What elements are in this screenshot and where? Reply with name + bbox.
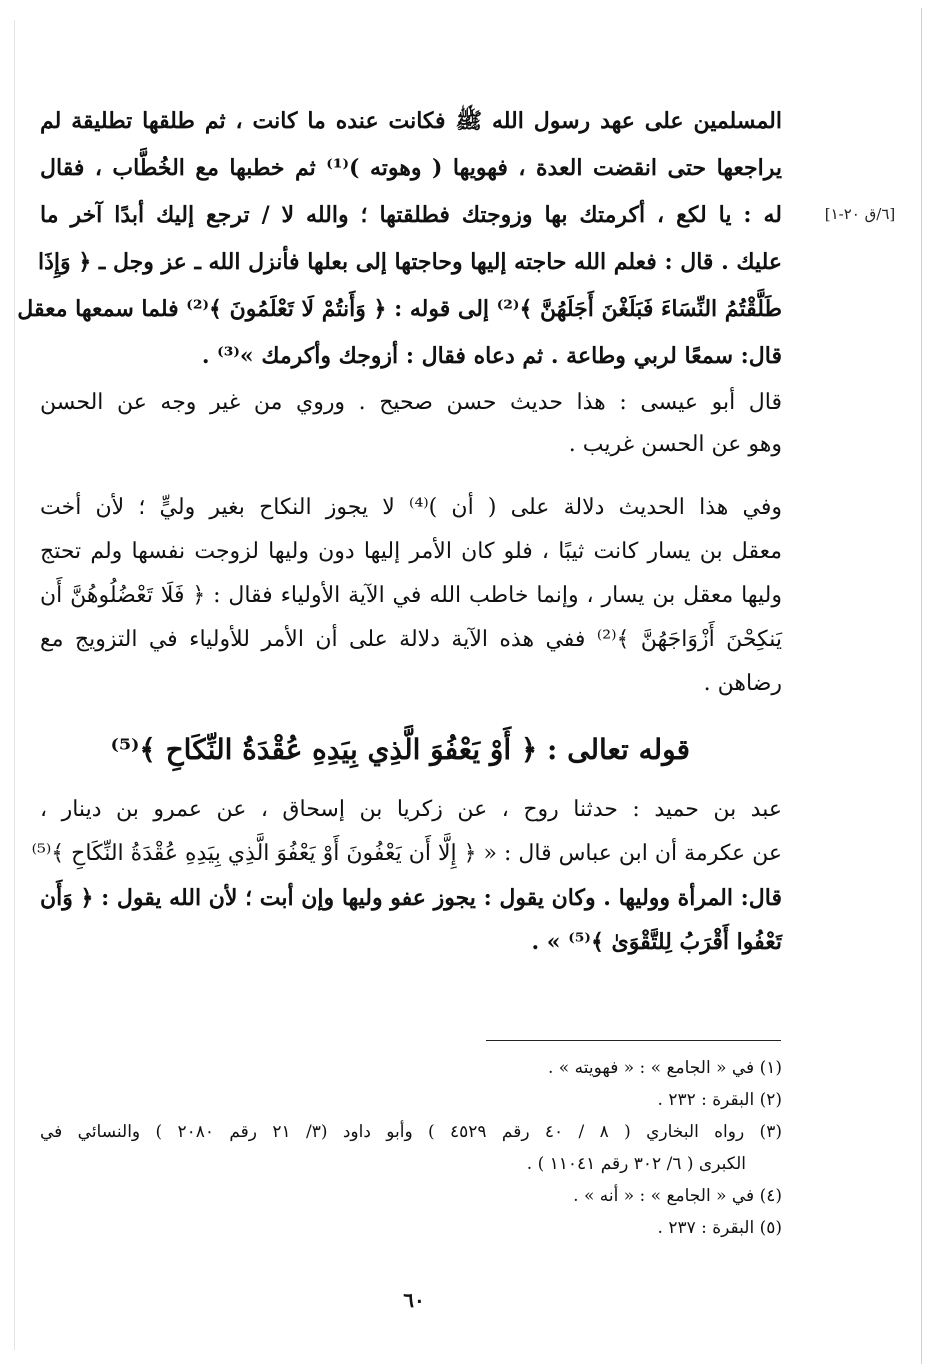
text-line: وفي هذا الحديث دلالة على ( أن )⁽⁴⁾ لا يجوز النكاح بغير وليٍّ ؛ لأن أخت	[40, 495, 783, 520]
text-line: وهو عن الحسن غريب .	[568, 432, 782, 457]
paragraph-abu-isa-comment	[40, 382, 782, 466]
section-heading: قوله تعالى : ﴿ أَوْ يَعْفُوَ الَّذِي بِيَدِهِ عُقْدَةُ النِّكَاحِ ﴾⁽⁵⁾	[110, 733, 690, 766]
text-line: عن عكرمة أن ابن عباس قال : « ﴿ إِلَّا أَن يَعْفُونَ أَوْ يَعْفُوَ الَّذِي بِيَدِهِ عُقْدَةُ النِّكَاحِ ﴾⁽⁵⁾	[31, 841, 782, 866]
text-line: المسلمين على عهد رسول الله ﷺ فكانت عنده ما كانت ، ثم طلقها تطليقة لم	[40, 108, 782, 134]
footnote-divider	[486, 1040, 781, 1041]
text-line: معقل بن يسار كانت ثيبًا ، فلو كان الأمر إليها دون وليها لزوجت نفسها ولم تحتج	[40, 539, 782, 564]
footnote: (٣) رواه البخاري ( ٨ / ٤٠ رقم ٤٥٢٩ ) وأبو داود (٣/ ٢١ رقم ٢٠٨٠ ) والنسائي في	[40, 1122, 782, 1142]
paragraph-abd-bin-humayd	[31, 788, 782, 964]
text-line: رضاهن .	[703, 671, 782, 696]
text-line: تَعْفُوا أَقْرَبُ لِلتَّقْوَىٰ ﴾⁽⁵⁾ » .	[531, 929, 782, 955]
footnote-continuation: الكبرى ( ٦/ ٣٠٢ رقم ١١٠٤١ ) .	[526, 1154, 746, 1174]
paragraph-hadith-narration	[17, 98, 782, 380]
scan-edge-mark	[921, 8, 922, 1364]
text-line: قال أبو عيسى : هذا حديث حسن صحيح . وروي من غير وجه عن الحسن	[40, 390, 783, 415]
paragraph-commentary	[40, 486, 782, 706]
text-line: له : يا لكع ، أكرمتك بها وزوجتك فطلقتها ؛ والله لا / ترجع إليك أبدًا آخر ما	[40, 202, 782, 228]
text-line: طَلَّقْتُمُ النِّسَاءَ فَبَلَغْنَ أَجَلَهُنَّ ﴾⁽²⁾ إلى قوله : ﴿ وَأَنتُمْ لَا تَعْلَمُونَ ﴾⁽²⁾ فلما سمعها معقل	[17, 296, 782, 322]
footnote: (١) في « الجامع » : « فهويته » .	[547, 1058, 782, 1078]
manuscript-margin-note: [٦/ق ٢٠-١]	[824, 205, 896, 223]
text-line: يَنكِحْنَ أَزْوَاجَهُنَّ ﴾⁽²⁾ ففي هذه الآية دلالة على أن الأمر للأولياء في التزويج مع	[40, 627, 782, 652]
footnote: (٥) البقرة : ٢٣٧ .	[657, 1218, 782, 1238]
footnotes	[40, 1052, 782, 1244]
page-number: ٦٠	[403, 1288, 425, 1312]
text-line: قال: المرأة ووليها . وكان يقول : يجوز عفو وليها وإن أبت ؛ لأن الله يقول : ﴿ وَأَن	[40, 885, 782, 911]
text-line: قال: سمعًا لربي وطاعة . ثم دعاه فقال : أزوجك وأكرمك »⁽³⁾ .	[201, 343, 782, 369]
footnote: (٢) البقرة : ٢٣٢ .	[657, 1090, 782, 1110]
text-line: عبد بن حميد : حدثنا روح ، عن زكريا بن إسحاق ، عن عمرو بن دينار ،	[40, 797, 782, 822]
footnote: (٤) في « الجامع » : « أنه » .	[573, 1186, 782, 1206]
scan-edge-mark	[14, 20, 15, 1350]
text-line: يراجعها حتى انقضت العدة ، فهويها ( وهوته )⁽¹⁾ ثم خطبها مع الخُطَّاب ، فقال	[40, 155, 782, 181]
text-line: وليها معقل بن يسار ، وإنما خاطب الله في الآية الأولياء فقال : ﴿ فَلَا تَعْضُلُوهُنَّ أَن	[40, 583, 782, 608]
text-line: عليك . قال : فعلم الله حاجته إليها وحاجتها إلى بعلها فأنزل الله ـ عز وجل ـ ﴿ وَإِذَا	[38, 249, 782, 275]
